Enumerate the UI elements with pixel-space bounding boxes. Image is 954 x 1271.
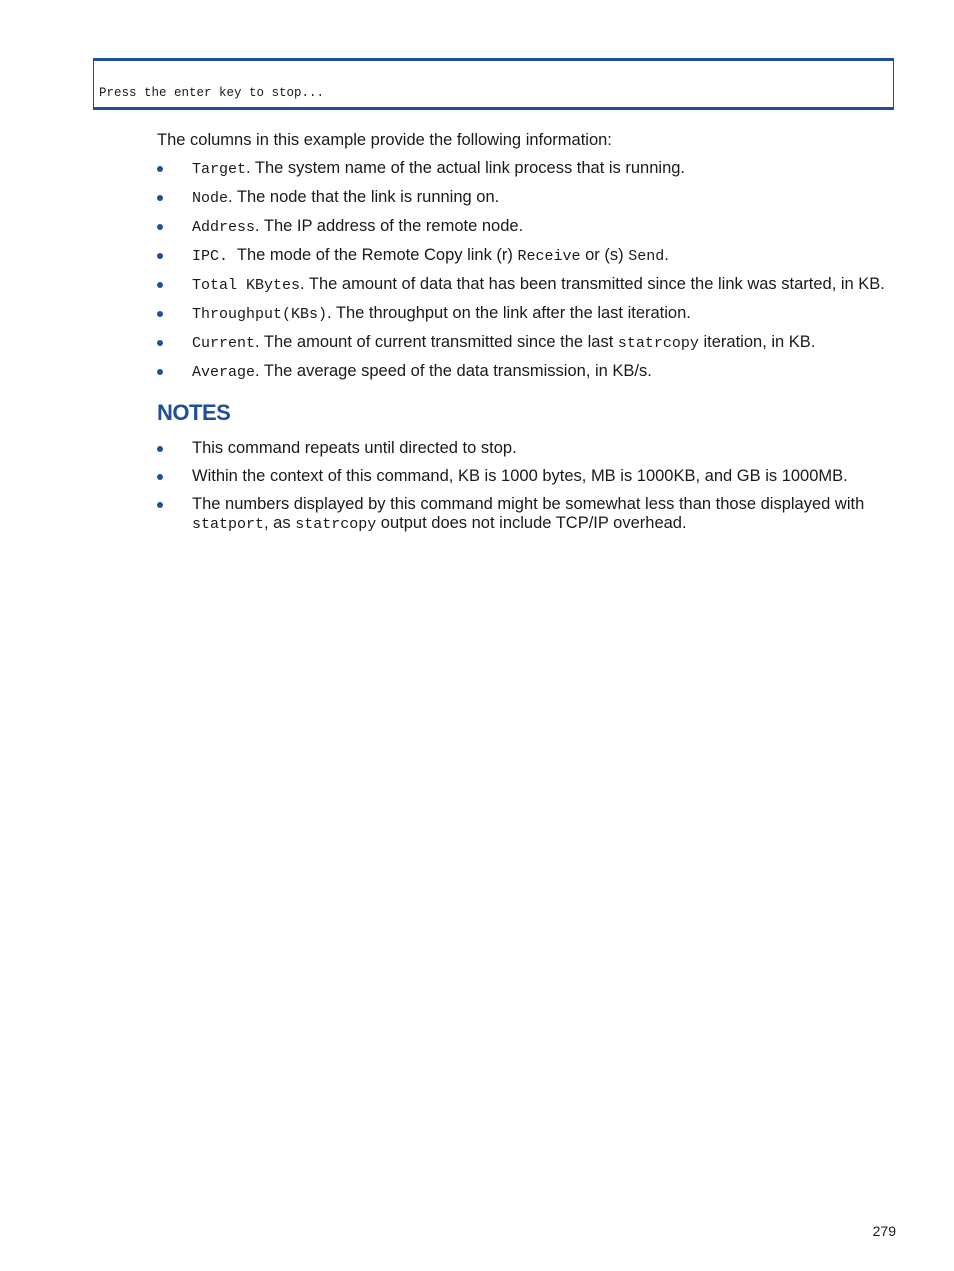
bullet-icon (157, 253, 163, 259)
note-text: This command repeats until directed to stop. (192, 439, 517, 457)
code-term: IPC. (192, 248, 229, 265)
list-item-throughput (157, 304, 897, 324)
list-item-average (157, 362, 897, 382)
code-term: Send (628, 248, 665, 265)
bullet-icon (157, 502, 163, 508)
note-item (157, 439, 897, 458)
item-text: . The system name of the actual link process that is running. (246, 159, 686, 177)
item-text: . The amount of current transmitted since the last (255, 333, 618, 351)
note-text: output does not include TCP/IP overhead. (376, 514, 687, 532)
page-number: 279 (872, 1223, 896, 1239)
code-term: Total KBytes (192, 277, 301, 294)
code-term: Average (192, 364, 256, 381)
code-term: Throughput(KBs) (192, 306, 328, 323)
code-term: statrcopy (617, 335, 699, 352)
bullet-icon (157, 446, 163, 452)
intro-paragraph: The columns in this example provide the following information: (157, 131, 612, 149)
code-term: Address (192, 219, 256, 236)
bullet-icon (157, 224, 163, 230)
bullet-icon (157, 166, 163, 172)
bullet-icon (157, 340, 163, 346)
item-text: . The amount of data that has been transmitted since the link was started, in KB. (300, 275, 885, 293)
notes-list (157, 439, 897, 543)
note-text: The numbers displayed by this command might be somewhat less than those displayed with (192, 495, 865, 513)
bullet-icon (157, 311, 163, 317)
note-text: , as (264, 514, 296, 532)
list-item-target (157, 159, 897, 179)
note-item (157, 467, 897, 486)
note-item (157, 495, 897, 534)
code-term: statrcopy (295, 516, 377, 533)
item-text: The mode of the Remote Copy link (r) (228, 246, 518, 264)
item-text: . The node that the link is running on. (228, 188, 500, 206)
list-item-address (157, 217, 897, 237)
item-text: . The IP address of the remote node. (255, 217, 524, 235)
note-text: Within the context of this command, KB is 1000 bytes, MB is 1000KB, and GB is 1000MB. (192, 467, 848, 485)
bullet-icon (157, 369, 163, 375)
item-text: or (s) (580, 246, 629, 264)
list-item-total-kbytes (157, 275, 897, 295)
code-term: Current (192, 335, 256, 352)
column-descriptions-list (157, 159, 897, 391)
item-text: . The throughput on the link after the last iteration. (327, 304, 691, 322)
list-item-current (157, 333, 897, 353)
bullet-icon (157, 474, 163, 480)
item-text: iteration, in KB. (698, 333, 816, 351)
code-term: statport (192, 516, 265, 533)
list-item-ipc (157, 246, 897, 266)
list-item-node (157, 188, 897, 208)
bullet-icon (157, 195, 163, 201)
code-term: Target (192, 161, 247, 178)
item-text: . (664, 246, 669, 264)
code-term: Node (192, 190, 229, 207)
item-text: . The average speed of the data transmission, in KB/s. (255, 362, 652, 380)
code-block-text: Press the enter key to stop... (99, 86, 325, 100)
code-block (93, 58, 894, 110)
notes-heading: NOTES (157, 400, 231, 425)
code-term: Receive (517, 248, 581, 265)
bullet-icon (157, 282, 163, 288)
